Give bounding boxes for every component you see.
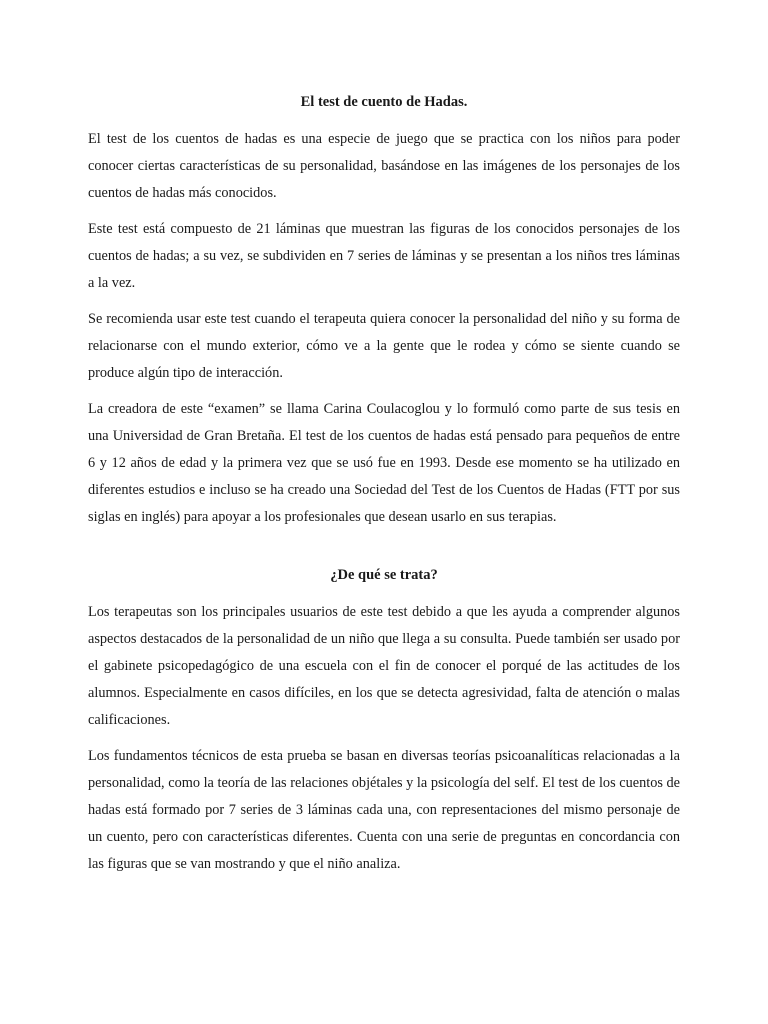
paragraph: Los terapeutas son los principales usuarios de este test debido a que les ayuda a comprender algunos aspectos destacados de la personalidad de un niño que llega a su consulta. Puede también ser usado por el gabinete psicopedagógico de una escuela con el fin de conocer el porqué de las actitudes de los alumnos. Especialmente en casos difíciles, en los que se detecta agresividad, falta de atención o malas calificaciones.	[88, 604, 680, 728]
section-heading: ¿De qué se trata?	[330, 567, 438, 583]
document-title: El test de cuento de Hadas.	[300, 94, 468, 110]
paragraph: El test de los cuentos de hadas es una especie de juego que se practica con los niños para poder conocer ciertas características de su personalidad, basándose en las imágenes de los personajes de los cuentos de hadas más conocidos.	[88, 131, 680, 201]
paragraph: Este test está compuesto de 21 láminas que muestran las figuras de los conocidos personajes de los cuentos de hadas; a su vez, se subdividen en 7 series de láminas y se presentan a los niños tres láminas a la vez.	[88, 221, 680, 291]
paragraph: Los fundamentos técnicos de esta prueba se basan en diversas teorías psicoanalíticas relacionadas a la personalidad, como la teoría de las relaciones objétales y la psicología del self. El test de los cuentos de hadas está formado por 7 series de 3 láminas cada una, con representaciones del mismo personaje de un cuento, pero con características diferentes. Cuenta con una serie de preguntas en concordancia con las figuras que se van mostrando y que el niño analiza.	[88, 748, 680, 872]
paragraph: La creadora de este “examen” se llama Carina Coulacoglou y lo formuló como parte de sus tesis en una Universidad de Gran Bretaña. El test de los cuentos de hadas está pensado para pequeños de entre 6 y 12 años de edad y la primera vez que se usó fue en 1993. Desde ese momento se ha utilizado en diferentes estudios e incluso se ha creado una Sociedad del Test de los Cuentos de Hadas (FTT por sus siglas en inglés) para apoyar a los profesionales que desean usarlo en sus terapias.	[88, 401, 680, 525]
document-page	[88, 92, 680, 887]
paragraph: Se recomienda usar este test cuando el terapeuta quiera conocer la personalidad del niño y su forma de relacionarse con el mundo exterior, cómo ve a la gente que le rodea y cómo se siente cuando se produce algún tipo de interacción.	[88, 311, 680, 381]
